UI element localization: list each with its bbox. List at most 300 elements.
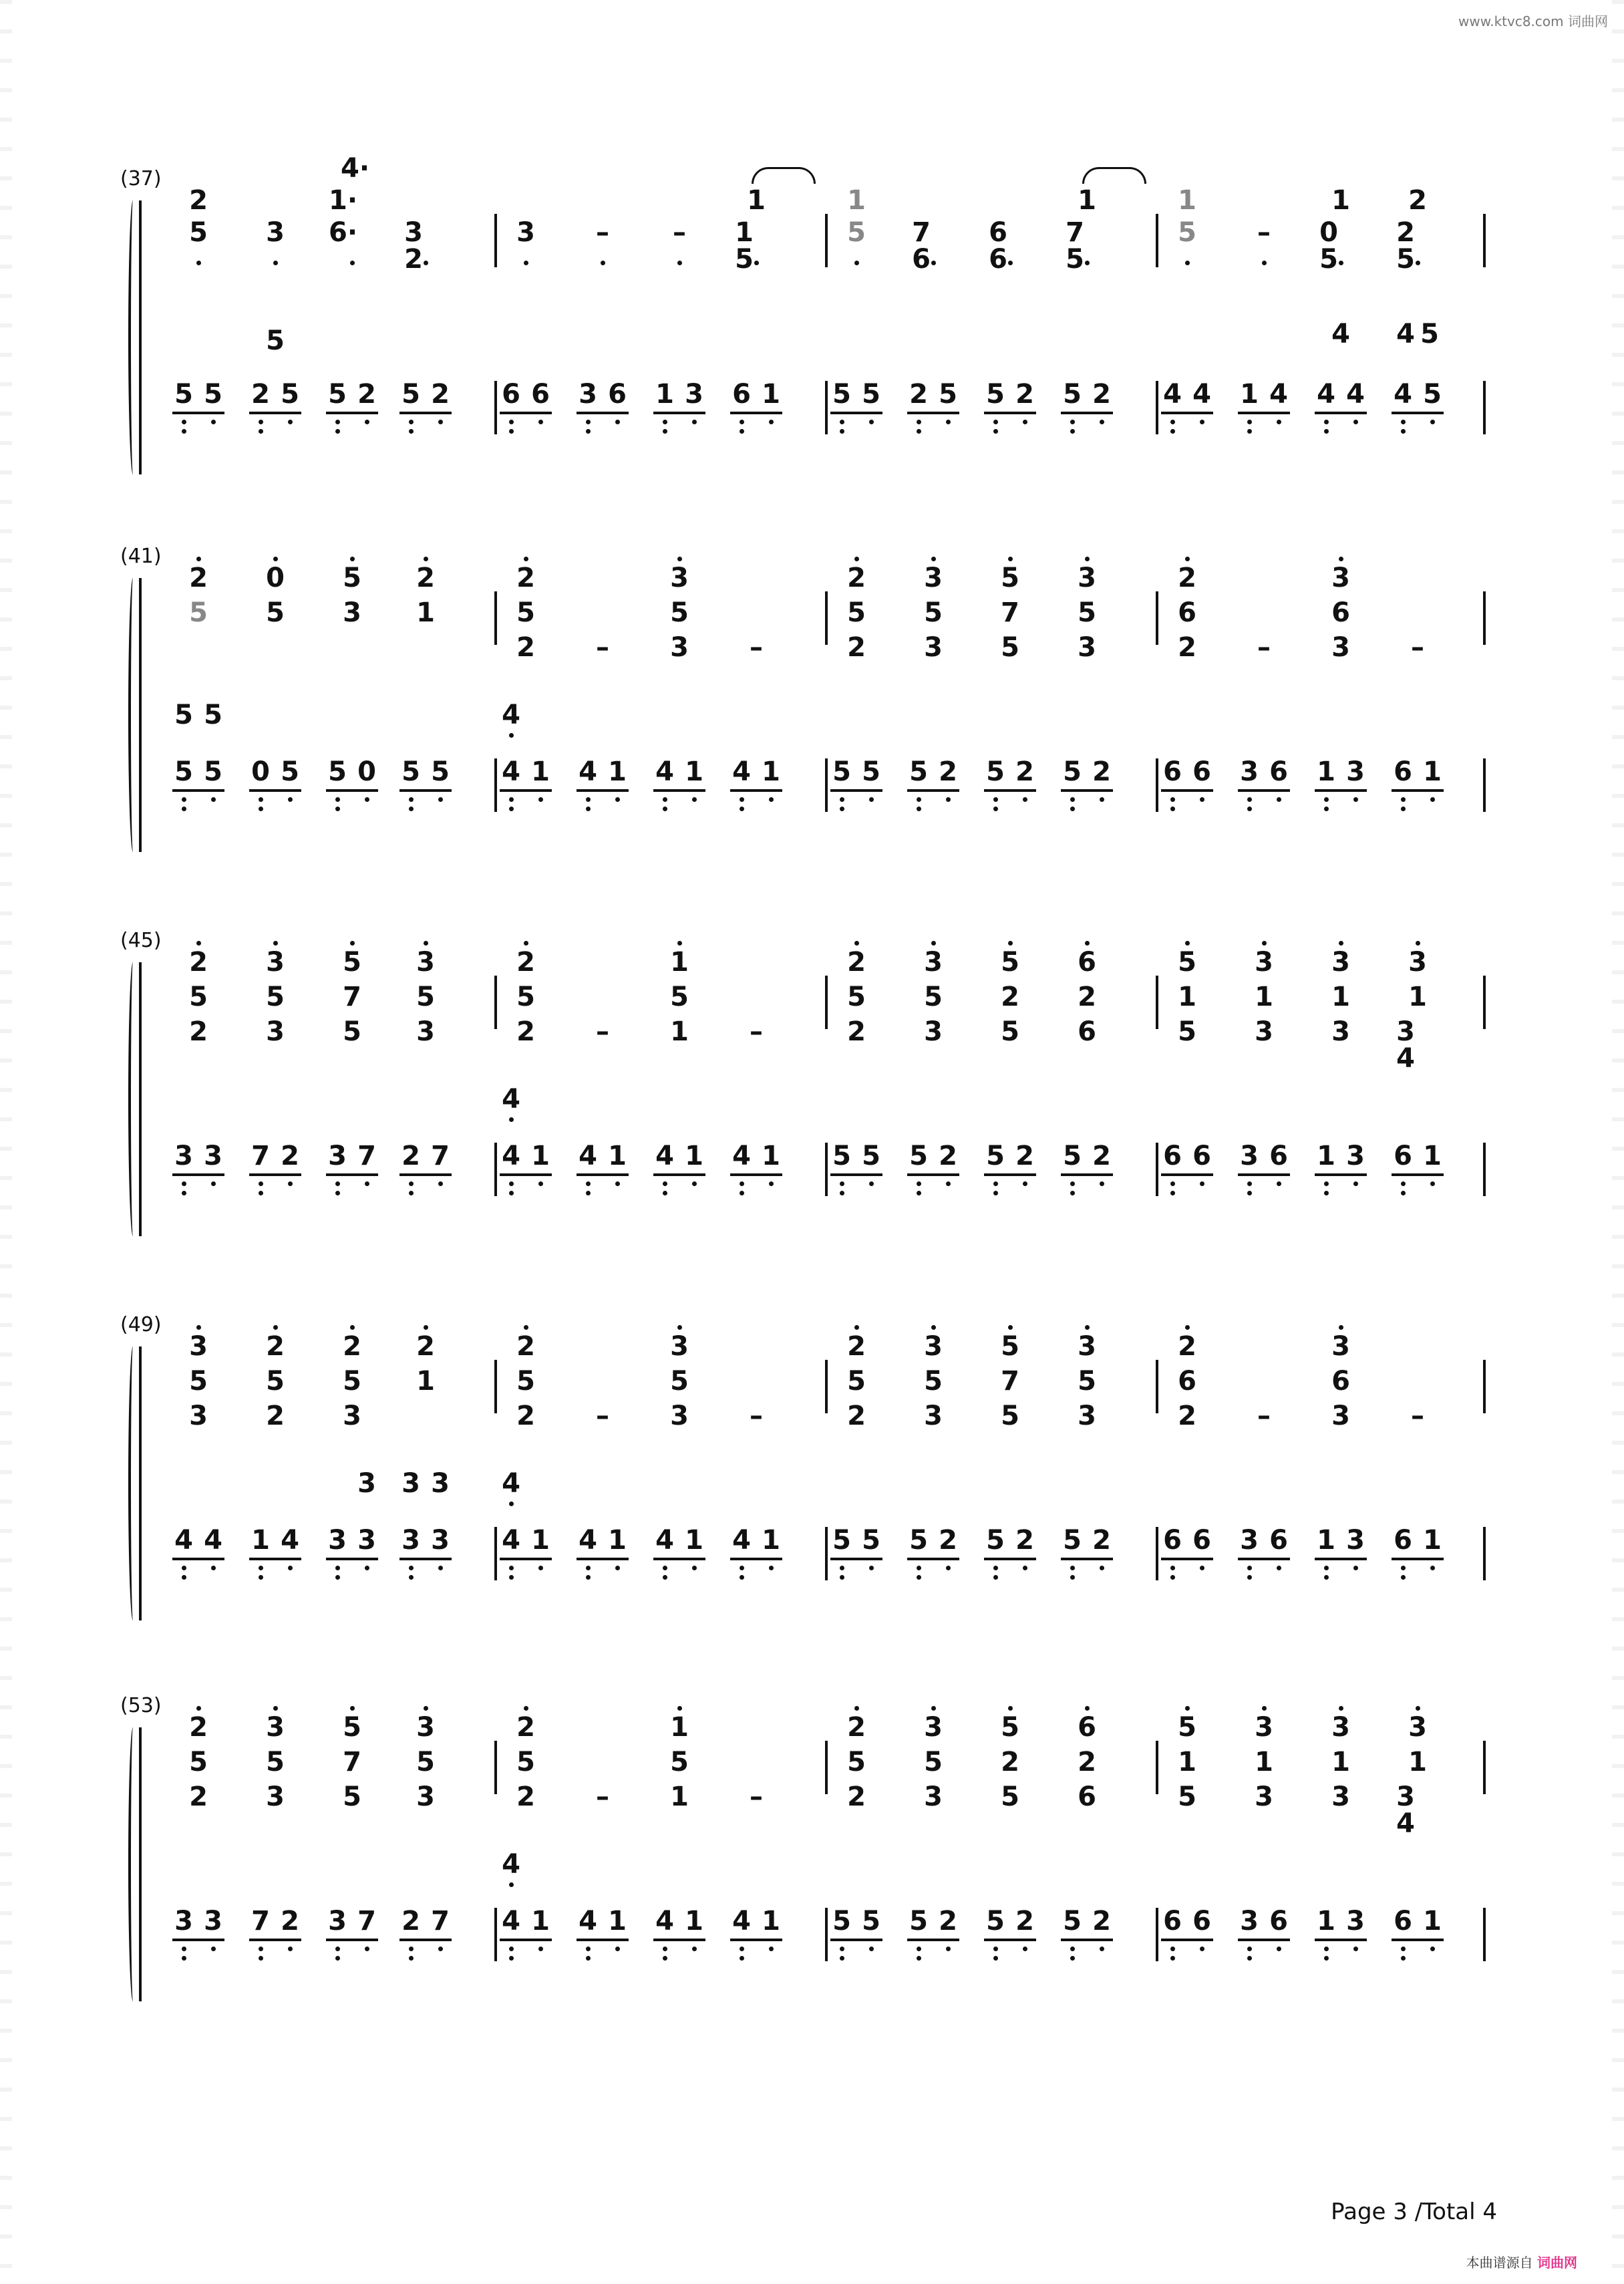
note: 2: [1178, 1401, 1196, 1431]
note: 5: [1078, 597, 1096, 628]
octave-dot: [869, 1566, 874, 1570]
octave-dot: [1085, 941, 1090, 946]
octave-dot: [677, 1706, 682, 1711]
note: 2 5: [1396, 217, 1415, 275]
note: 2: [189, 1016, 208, 1047]
beam: [1161, 1558, 1213, 1560]
octave-dot: [993, 807, 998, 811]
octave-dot: [259, 1191, 263, 1195]
beam: [1161, 1939, 1213, 1941]
beam: [249, 1173, 301, 1176]
octave-dot: [1339, 557, 1343, 561]
octave-dot: [1247, 1191, 1252, 1195]
note: 5: [343, 1712, 361, 1743]
octave-dot: [663, 1947, 667, 1951]
octave-dot: [1430, 1947, 1435, 1951]
octave-dot: [438, 1566, 443, 1570]
octave-dot: [335, 1956, 340, 1961]
note: 3: [1331, 1331, 1350, 1362]
octave-dot: [1247, 1947, 1252, 1951]
octave-dot: [1247, 797, 1252, 802]
note: 5: [174, 756, 193, 787]
note: 5: [1063, 1525, 1082, 1556]
octave-dot: [917, 429, 921, 434]
octave-dot: [1170, 1956, 1175, 1961]
octave-dot: [769, 420, 774, 424]
note: 2: [251, 379, 270, 410]
beam: [326, 1558, 378, 1560]
octave-dot: [335, 797, 340, 802]
octave-dot: [1324, 1956, 1329, 1961]
note: 3: [1408, 947, 1427, 978]
note: 1: [762, 1906, 780, 1937]
note: 1: [1423, 1525, 1442, 1556]
left-watermark-strip: [0, 0, 12, 2284]
octave-dot: [259, 807, 263, 811]
octave-dot: [769, 1947, 774, 1951]
octave-dot: [1070, 1181, 1075, 1186]
octave-dot: [196, 557, 201, 561]
note: 5: [1178, 1016, 1196, 1047]
octave-dot: [663, 1566, 667, 1570]
barline: [494, 591, 497, 645]
note: 3: [1240, 1525, 1259, 1556]
note: 5: [189, 217, 208, 248]
octave-dot: [1324, 1566, 1329, 1570]
octave-dot: [182, 1575, 186, 1580]
note: 4: [1163, 379, 1182, 410]
octave-dot: [1401, 1575, 1406, 1580]
source-credit-text: 本曲谱源自: [1466, 2255, 1533, 2271]
note: 5: [832, 379, 851, 410]
octave-dot: [424, 557, 428, 561]
octave-dot: [586, 1956, 591, 1961]
note: 2: [516, 1401, 535, 1431]
octave-dot: [1416, 941, 1420, 946]
note: 5: [909, 1525, 928, 1556]
note: 2: [939, 1525, 957, 1556]
note: 5: [862, 379, 880, 410]
octave-dot: [740, 797, 744, 802]
note: 6: [1163, 756, 1182, 787]
note: 6: [1163, 1906, 1182, 1937]
note: 3: [1331, 563, 1350, 593]
note: 1: [670, 1016, 689, 1047]
octave-dot: [1262, 941, 1267, 946]
octave-dot: [1324, 797, 1329, 802]
barline: [825, 381, 828, 434]
octave-dot: [1401, 1191, 1406, 1195]
octave-dot: [1200, 1181, 1204, 1186]
note: 1: [1178, 1747, 1196, 1777]
note: 3: [357, 1525, 376, 1556]
beam: [399, 412, 452, 414]
octave-dot: [259, 797, 263, 802]
beam: [653, 412, 705, 414]
note: 4·: [341, 153, 370, 184]
system-brace: [128, 200, 138, 474]
measure-number: (53): [120, 1694, 162, 1717]
octave-dot: [335, 807, 340, 811]
octave-dot: [946, 1566, 951, 1570]
barline: [1156, 1360, 1158, 1413]
octave-dot: [335, 1947, 340, 1951]
note: 5: [924, 982, 943, 1012]
note: 5: [986, 1525, 1005, 1556]
note: 4: [502, 1906, 520, 1937]
system-brace: [128, 578, 138, 852]
octave-dot: [740, 1947, 744, 1951]
note: 5: [670, 982, 689, 1012]
octave-dot: [993, 797, 998, 802]
right-watermark-strip: [1612, 0, 1624, 2284]
note: 1: [1408, 982, 1427, 1012]
note: 3: [670, 632, 689, 663]
octave-dot: [1008, 1325, 1013, 1330]
note: 2: [1092, 1906, 1111, 1937]
note: 6: [1078, 947, 1096, 978]
barline: [1483, 1360, 1486, 1413]
octave-dot: [509, 807, 514, 811]
octave-dot: [509, 1502, 514, 1506]
note: 2: [1092, 1525, 1111, 1556]
note: –: [750, 632, 763, 663]
octave-dot: [692, 420, 697, 424]
note: 4: [502, 1468, 520, 1499]
octave-dot: [854, 1706, 859, 1711]
barline: [494, 1908, 497, 1961]
note: 6: [1394, 1141, 1412, 1171]
note: 6: [1269, 1141, 1288, 1171]
octave-dot: [1170, 797, 1175, 802]
note: 4: [502, 1525, 520, 1556]
beam: [1238, 412, 1290, 414]
octave-dot: [769, 1566, 774, 1570]
note: 6: [1192, 1525, 1211, 1556]
octave-dot: [1401, 807, 1406, 811]
octave-dot: [740, 1181, 744, 1186]
note: 4: [1346, 379, 1365, 410]
octave-dot: [1008, 261, 1013, 265]
octave-dot: [259, 1575, 263, 1580]
note: 1: [1255, 1747, 1273, 1777]
note: 3: [924, 563, 943, 593]
octave-dot: [692, 1566, 697, 1570]
note: 6: [1178, 597, 1196, 628]
barline: [1483, 1908, 1486, 1961]
octave-dot: [365, 1566, 369, 1570]
octave-dot: [931, 1706, 936, 1711]
note: 3: [266, 1781, 285, 1812]
octave-dot: [1277, 797, 1281, 802]
note: 5: [281, 379, 299, 410]
note: 1: [608, 1525, 627, 1556]
beam: [907, 1558, 959, 1560]
system-bracket: [139, 1727, 146, 2001]
beam: [984, 1173, 1036, 1176]
note: 5: [1078, 1366, 1096, 1397]
note: 5: [328, 756, 347, 787]
note: 5: [1001, 1401, 1019, 1431]
note: 2: [516, 632, 535, 663]
beam: [1392, 1939, 1444, 1941]
octave-dot: [840, 420, 844, 424]
beam: [399, 1558, 452, 1560]
barline: [825, 591, 828, 645]
octave-dot: [259, 420, 263, 424]
barline: [494, 381, 497, 434]
note: 5: [416, 1747, 435, 1777]
beam: [500, 789, 552, 792]
note: 3: [204, 1141, 222, 1171]
note: 5: [189, 1747, 208, 1777]
octave-dot: [1170, 1191, 1175, 1195]
note: 5: [174, 379, 193, 410]
beam: [172, 1939, 224, 1941]
octave-dot: [182, 1566, 186, 1570]
octave-dot: [1247, 1181, 1252, 1186]
octave-dot: [1339, 941, 1343, 946]
octave-dot: [438, 1181, 443, 1186]
barline: [825, 1741, 828, 1794]
octave-dot: [993, 1181, 998, 1186]
note: 3: [1255, 1712, 1273, 1743]
octave-dot: [1430, 420, 1435, 424]
octave-dot: [1100, 1566, 1104, 1570]
note: 3: [343, 1401, 361, 1431]
note: 5: [862, 1141, 880, 1171]
note: –: [596, 632, 609, 663]
note: 4: [1396, 319, 1415, 349]
note: 2: [847, 1401, 866, 1431]
note: 5: [986, 379, 1005, 410]
octave-dot: [615, 1566, 620, 1570]
beam: [984, 412, 1036, 414]
octave-dot: [409, 1956, 414, 1961]
note: 1: [685, 1906, 703, 1937]
octave-dot: [509, 1947, 514, 1951]
octave-dot: [365, 1947, 369, 1951]
octave-dot: [1339, 1706, 1343, 1711]
note: 5: [204, 379, 222, 410]
note: 4: [732, 1141, 751, 1171]
octave-dot: [1401, 1566, 1406, 1570]
note: 3: [1408, 1712, 1427, 1743]
octave-dot: [196, 261, 201, 265]
note: 2: [1092, 379, 1111, 410]
note: 5: [924, 597, 943, 628]
beam: [730, 412, 782, 414]
octave-dot: [692, 1947, 697, 1951]
note: 1: [1078, 185, 1096, 216]
note: 5: [343, 1366, 361, 1397]
octave-dot: [917, 1956, 921, 1961]
note: 2: [281, 1906, 299, 1937]
note: 1: [762, 1525, 780, 1556]
note: 3: [1240, 1141, 1259, 1171]
octave-dot: [1070, 420, 1075, 424]
note: 4: [502, 1849, 520, 1880]
octave-dot: [1070, 1575, 1075, 1580]
barline: [825, 1143, 828, 1196]
note: 3: [1240, 756, 1259, 787]
note: 7: [431, 1141, 450, 1171]
octave-dot: [1185, 941, 1190, 946]
octave-dot: [509, 1882, 514, 1887]
octave-dot: [869, 1947, 874, 1951]
beam: [1238, 789, 1290, 792]
note: 3 4: [1396, 1016, 1415, 1074]
measure-number: (49): [120, 1313, 162, 1336]
note: 3: [328, 1525, 347, 1556]
note: 5: [266, 325, 285, 356]
octave-dot: [1353, 420, 1358, 424]
octave-dot: [1170, 807, 1175, 811]
note: 4: [655, 1525, 674, 1556]
note: 7: [251, 1906, 270, 1937]
octave-dot: [182, 429, 186, 434]
note: 6: [1078, 1712, 1096, 1743]
octave-dot: [1070, 1191, 1075, 1195]
octave-dot: [917, 420, 921, 424]
note: 5: [670, 1747, 689, 1777]
octave-dot: [615, 797, 620, 802]
octave-dot: [438, 1947, 443, 1951]
octave-dot: [993, 1575, 998, 1580]
beam: [326, 789, 378, 792]
octave-dot: [677, 557, 682, 561]
note: 6: [608, 379, 627, 410]
note: 3: [416, 1712, 435, 1743]
octave-dot: [663, 1956, 667, 1961]
note: 2: [939, 1141, 957, 1171]
barline: [494, 976, 497, 1029]
note: 4: [655, 1141, 674, 1171]
octave-dot: [1277, 1947, 1281, 1951]
beam: [577, 412, 629, 414]
octave-dot: [196, 941, 201, 946]
octave-dot: [1430, 1181, 1435, 1186]
note: 1: [762, 1141, 780, 1171]
beam: [907, 412, 959, 414]
note: 3: [1346, 1525, 1365, 1556]
octave-dot: [993, 1566, 998, 1570]
beam: [500, 1939, 552, 1941]
octave-dot: [509, 1181, 514, 1186]
note: 5: [1063, 1141, 1082, 1171]
octave-dot: [1008, 941, 1013, 946]
note: 6·: [329, 217, 358, 248]
note: 3: [1078, 632, 1096, 663]
note: –: [596, 1401, 609, 1431]
octave-dot: [586, 429, 591, 434]
note: 2: [847, 1331, 866, 1362]
note: 5: [431, 756, 450, 787]
octave-dot: [409, 1566, 414, 1570]
note: 1: [1423, 1906, 1442, 1937]
note: 1: [251, 1525, 270, 1556]
note: 3: [924, 632, 943, 663]
octave-dot: [1416, 1706, 1420, 1711]
note: –: [596, 1016, 609, 1047]
barline: [1483, 976, 1486, 1029]
note: 2: [1092, 756, 1111, 787]
note: 2: [189, 1781, 208, 1812]
note: 5: [1063, 1906, 1082, 1937]
octave-dot: [586, 420, 591, 424]
octave-dot: [259, 1956, 263, 1961]
octave-dot: [273, 1706, 278, 1711]
note: 5: [862, 756, 880, 787]
octave-dot: [409, 1181, 414, 1186]
octave-dot: [1085, 1706, 1090, 1711]
note: 5: [1423, 379, 1442, 410]
octave-dot: [288, 1181, 293, 1186]
note: 3: [1331, 632, 1350, 663]
octave-dot: [438, 420, 443, 424]
note: 5: [986, 1141, 1005, 1171]
note: 1: [1317, 1525, 1335, 1556]
note: 1: [847, 185, 866, 216]
octave-dot: [917, 1575, 921, 1580]
octave-dot: [931, 557, 936, 561]
octave-dot: [663, 1575, 667, 1580]
note: 3: [401, 1525, 420, 1556]
note: 3: [1331, 1016, 1350, 1047]
octave-dot: [259, 429, 263, 434]
note: 3: [204, 1906, 222, 1937]
beam: [830, 1173, 882, 1176]
barline: [1156, 591, 1158, 645]
note: 2: [266, 1401, 285, 1431]
note: 3: [189, 1331, 208, 1362]
note: 3: [924, 1016, 943, 1047]
beam: [500, 1173, 552, 1176]
note: 6: [1078, 1016, 1096, 1047]
beam: [653, 1939, 705, 1941]
octave-dot: [424, 1706, 428, 1711]
octave-dot: [1262, 261, 1267, 265]
beam: [730, 1939, 782, 1941]
octave-dot: [754, 261, 759, 265]
note: 5: [832, 1141, 851, 1171]
note: 3: [416, 1781, 435, 1812]
octave-dot: [1324, 429, 1329, 434]
barline: [1483, 1741, 1486, 1794]
beam: [1315, 1173, 1367, 1176]
octave-dot: [840, 807, 844, 811]
note: 1: [670, 1712, 689, 1743]
note: 2: [516, 1016, 535, 1047]
note: 3: [266, 1016, 285, 1047]
note: –: [596, 1781, 609, 1812]
octave-dot: [1070, 429, 1075, 434]
octave-dot: [931, 941, 936, 946]
note: 5: [204, 700, 222, 730]
note: –: [1257, 632, 1271, 663]
octave-dot: [1430, 797, 1435, 802]
octave-dot: [586, 807, 591, 811]
note: 1: [608, 1141, 627, 1171]
octave-dot: [1401, 420, 1406, 424]
octave-dot: [1170, 1566, 1175, 1570]
note: 2: [847, 1712, 866, 1743]
note: 5: [1178, 1781, 1196, 1812]
beam: [577, 789, 629, 792]
octave-dot: [409, 1191, 414, 1195]
octave-dot: [869, 797, 874, 802]
octave-dot: [273, 1325, 278, 1330]
